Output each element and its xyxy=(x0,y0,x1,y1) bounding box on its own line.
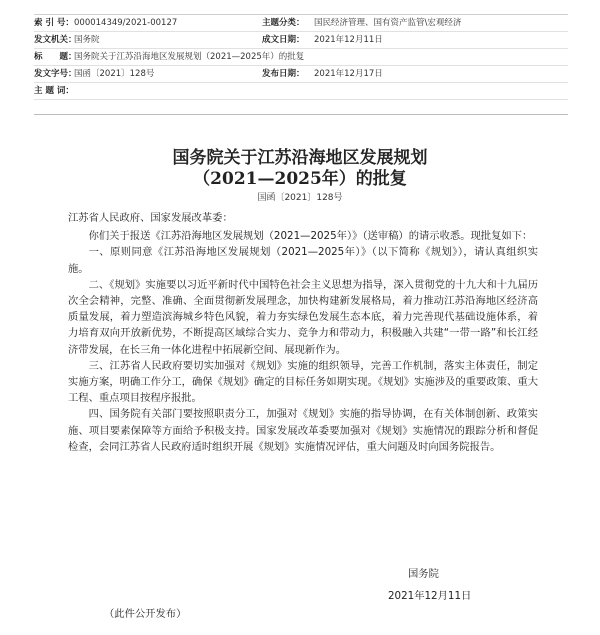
title-label: 标 题： xyxy=(34,52,77,62)
created-value: 2021年12月11日 xyxy=(314,35,383,45)
signature: 国务院 xyxy=(408,568,439,580)
meta-row xyxy=(34,32,568,49)
title-value: 国务院关于江苏沿海地区发展规划（2021—2025年）的批复 xyxy=(74,52,305,62)
published-label: 发布日期： xyxy=(262,69,305,79)
topic-value: 国民经济管理、国有资产监管\宏观经济 xyxy=(314,18,462,28)
keywords-label: 主 题 词： xyxy=(34,86,74,96)
publication-notice: （此件公开发布） xyxy=(104,608,187,620)
docno-value: 国函〔2021〕128号 xyxy=(74,69,155,79)
index-label: 索 引 号： xyxy=(34,18,74,28)
document-title-line-2: （2021—2025年）的批复 xyxy=(193,169,407,189)
document-title-line-1: 国务院关于江苏沿海地区发展规划 xyxy=(172,148,428,168)
keywords-value xyxy=(74,83,568,99)
body-paragraph: 你们关于报送《江苏沿海地区发展规划（2021—2025年）》（送审稿）的请示收悉。现批复如下： xyxy=(88,230,533,243)
issuer-label: 发文机关： xyxy=(34,35,77,45)
section-divider xyxy=(34,114,568,115)
document-metadata-table xyxy=(34,14,568,100)
salutation: 江苏省人民政府、国家发展改革委： xyxy=(68,212,233,224)
issuer-value: 国务院 xyxy=(74,35,100,45)
signing-date: 2021年12月11日 xyxy=(388,590,472,602)
published-value: 2021年12月17日 xyxy=(314,69,383,79)
meta-row xyxy=(34,49,568,66)
meta-row xyxy=(34,15,568,32)
index-value: 000014349/2021-00127 xyxy=(74,18,178,28)
created-label: 成文日期： xyxy=(262,35,305,45)
body-paragraph: 一、原则同意《江苏沿海地区发展规划（2021—2025年）》（以下简称《规划》），请认真组织实施。 xyxy=(68,246,538,275)
body-paragraph: 二、《规划》实施要以习近平新时代中国特色社会主义思想为指导，深入贯彻党的十九大和十九届历次全会精神，完整、准确、全面贯彻新发展理念，加快构建新发展格局，着力推动江苏沿海地区经济高质量发展，着力塑造滨海城乡特色风貌，着力夯实绿色发展生态本底，着力完善现代基础设施体系，着力培育双向开放新优势，不断提高区域综合实力、竞争力和带动力，积极融入共建“一带一路”和长江经济带发展，在长三角一体化进程中拓展新空间、展现新作为。 xyxy=(68,278,538,356)
meta-row xyxy=(34,83,568,100)
topic-label: 主题分类： xyxy=(262,18,305,28)
docno-label: 发文字号： xyxy=(34,69,77,79)
body-paragraph: 四、国务院有关部门要按照职责分工，加强对《规划》实施的指导协调，在有关体制创新、政策实施、项目要素保障等方面给予积极支持。国家发展改革委要加强对《规划》实施情况的跟踪分析和督促检查，会同江苏省人民政府适时组织开展《规划》实施情况评估，重大问题及时向国务院报告。 xyxy=(68,408,538,453)
meta-row xyxy=(34,66,568,83)
document-number: 国函〔2021〕128号 xyxy=(257,193,343,203)
document-body xyxy=(68,210,538,455)
body-paragraph: 三、江苏省人民政府要切实加强对《规划》实施的组织领导，完善工作机制，落实主体责任，制定实施方案，明确工作分工，确保《规划》确定的目标任务如期实现。《规划》实施涉及的重要政策、重大工程、重点项目按程序报批。 xyxy=(68,359,538,405)
